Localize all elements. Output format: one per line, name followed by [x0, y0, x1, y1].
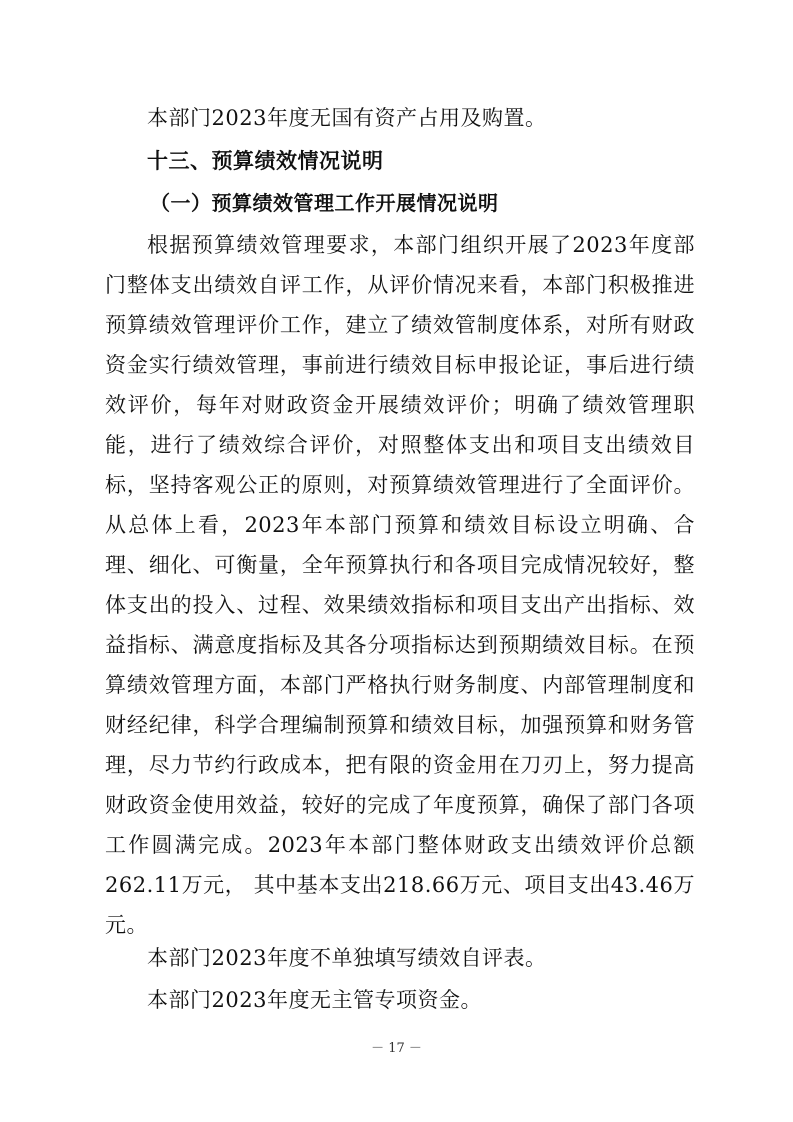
special-funds-paragraph: 本部门2023年度无主管专项资金。 [147, 988, 482, 1012]
self-evaluation-paragraph: 本部门2023年度不单独填写绩效自评表。 [147, 946, 547, 970]
performance-management-paragraph: 根据预算绩效管理要求，本部门组织开展了2023年度部门整体支出绩效自评工作，从评价情况来看，本部门积极推进预算绩效管理评价工作，建立了绩效管制度体系，对所有财政资金实行绩效管理，事前进行绩效目标申报论证，事后进行绩效评价，每年对财政资金开展绩效评价；明确了绩效管理职能，进行了绩效综合评价，对照整体支出和项目支出绩效目标，坚持客观公正的原则，对预算绩效管理进行了全面评价。从总体上看，2023年本部门预算和绩效目标设立明确、合理、细化、可衡量，全年预算执行和各项目完成情况较好，整体支出的投入、过程、效果绩效指标和项目支出产出指标、效益指标、满意度指标及其各分项指标达到预期绩效目标。在预算绩效管理方面，本部门严格执行财务制度、内部管理制度和财经纪律，科学合理编制预算和绩效目标，加强预算和财务管理，尽力节约行政成本，把有限的资金用在刀刃上，努力提高财政资金使用效益，较好的完成了年度预算，确保了部门各项工作圆满完成。2023年本部门整体财政支出绩效评价总额262.11万元， 其中基本支出218.66万元、项目支出43.46万元。 [105, 233, 695, 937]
asset-statement-paragraph: 本部门2023年度无国有资产占用及购置。 [147, 106, 547, 130]
page-number: － 17 － [371, 1041, 422, 1056]
section-heading: 十三、预算绩效情况说明 [147, 149, 384, 173]
sub-heading: （一）预算绩效管理工作开展情况说明 [150, 191, 499, 215]
